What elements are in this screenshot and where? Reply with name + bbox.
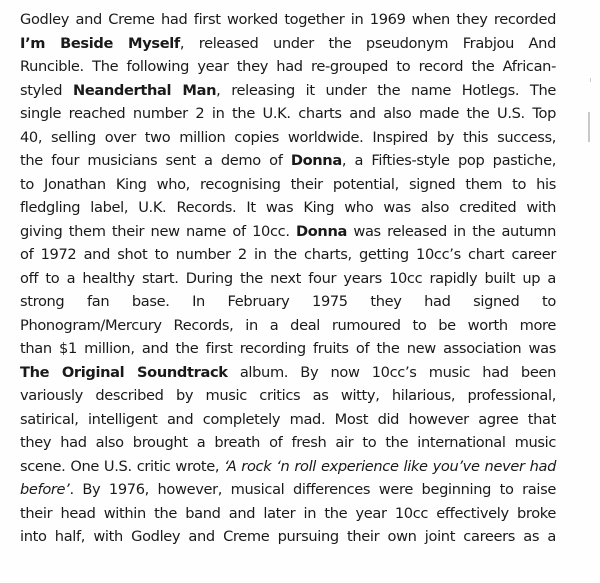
text-run: strong fan base. In February 1975 they had signed to [20,293,556,310]
scan-artifact [588,112,590,142]
italic-quote: before’ [20,481,70,498]
text-run: giving them their new name of 10cc. [20,222,296,240]
text-line [20,525,556,549]
italic-quote: ‘A rock ‘n roll experience like you’ve never had [224,457,556,475]
text-line [20,384,556,408]
text-line [20,79,556,103]
bold-title: Donna [290,152,342,169]
text-run: their head within the band and later in the year 10cc effectively broke [20,504,556,522]
text-line [20,55,556,79]
text-line [20,149,556,173]
text-line [20,243,556,267]
text-run: album. By now 10cc’s music had been [227,363,556,381]
text-line [20,408,556,432]
text-line [20,267,556,291]
text-line [20,8,556,32]
text-run: the four musicians sent a demo of [20,152,291,169]
text-run: to Jonathan King who, recognising their potential, signed them to his [20,175,556,193]
text-run: Godley and Creme had first worked together in 1969 when they recorded [20,11,556,28]
text-run: styled [20,81,73,99]
text-run: than $1 million, and the first recording fruits of the new association was [20,340,556,357]
text-line [20,196,556,220]
text-run: single reached number 2 in the U.K. charts and also made the U.S. Top [20,105,556,122]
text-line [20,32,556,56]
text-run: scene. One U.S. critic wrote, [20,457,225,475]
text-line [20,314,556,338]
text-run: into half, with Godley and Creme pursuing their own joint careers as a [20,528,556,545]
text-run: off to a healthy start. During the next four years 10cc rapidly built up a [20,269,556,287]
body-paragraph [20,8,556,549]
bold-title: The Original Soundtrack [20,363,228,381]
text-run: , released under the pseudonym Frabjou And [179,34,556,52]
text-line [20,337,556,361]
bold-title: Donna [295,222,348,240]
scan-artifact [590,78,591,82]
text-run: variously described by music critics as witty, hilarious, professional, [20,387,556,404]
text-line [20,502,556,526]
text-run: Phonogram/Mercury Records, in a deal rumoured to be worth more [20,316,556,334]
text-line [20,431,556,455]
bold-title: I’m Beside Myself [20,34,180,52]
text-run: . By 1976, however, musical differences were beginning to raise [69,481,556,498]
text-line [20,455,556,479]
text-run: , a Fifties-style pop pastiche, [341,152,556,169]
text-run: of 1972 and shot to number 2 in the charts, getting 10cc’s chart career [20,246,556,263]
text-run: they had also brought a breath of fresh air to the international music [20,434,556,451]
text-line [20,478,556,502]
text-run: 40, selling over two million copies worldwide. Inspired by this success, [20,128,556,146]
text-line [20,102,556,126]
text-run: was released in the autumn [347,222,556,240]
text-line [20,290,556,314]
text-run: , releasing it under the name Hotlegs. The [216,81,556,99]
text-run: fledgling label, U.K. Records. It was King who was also credited with [20,199,556,216]
text-line [20,220,556,244]
bold-title: Neanderthal Man [72,81,217,99]
text-line [20,173,556,197]
text-run: satirical, intelligent and completely mad. Most did however agree that [20,410,556,428]
text-line [20,361,556,385]
text-run: Runcible. The following year they had re-grouped to record the African- [20,58,556,75]
text-line [20,126,556,150]
